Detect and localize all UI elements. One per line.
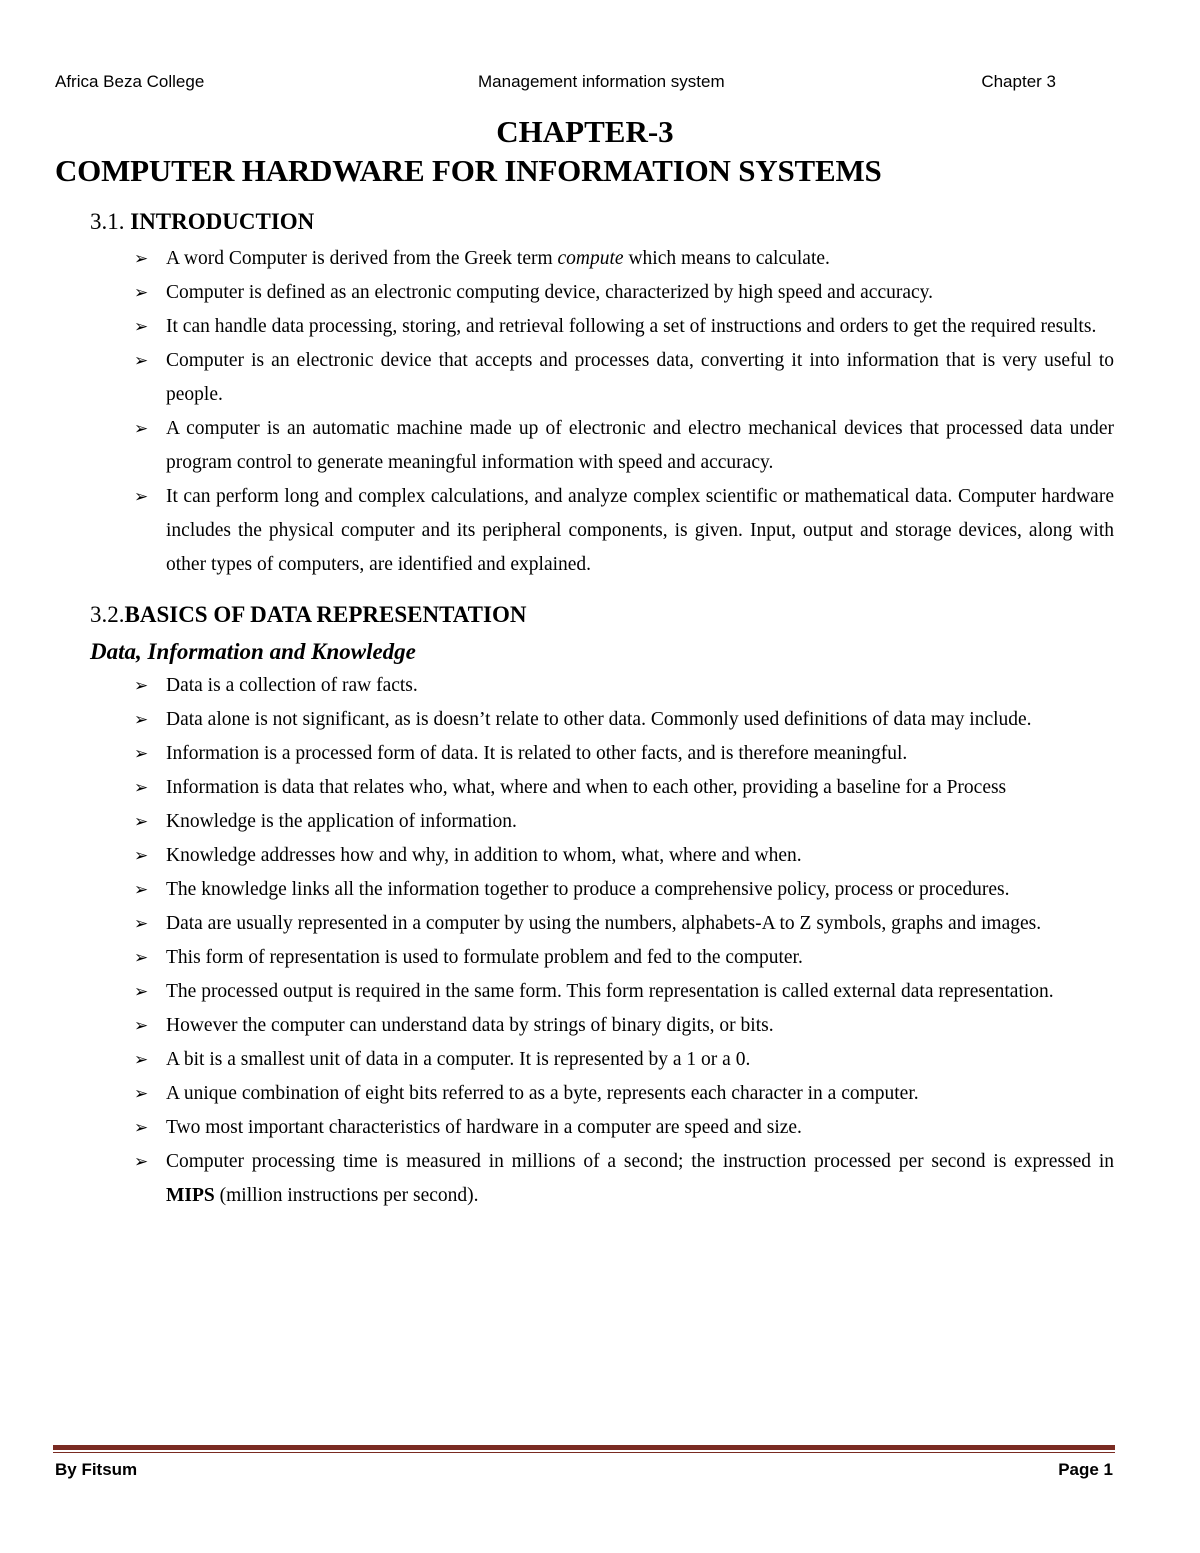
list-item-text: Computer is defined as an electronic computing device, characterized by high speed and accuracy.: [166, 282, 934, 303]
arrow-bullet-icon: ➢: [134, 846, 149, 866]
arrow-bullet-icon: ➢: [134, 419, 149, 439]
section-heading-data-representation: [90, 597, 1114, 633]
list-item: [90, 669, 1114, 703]
data-representation-list: [90, 669, 1114, 1213]
list-item: [90, 344, 1114, 412]
list-item: [90, 839, 1114, 873]
arrow-bullet-icon: ➢: [134, 249, 149, 269]
footer-author: By Fitsum: [55, 1460, 138, 1479]
list-item: [90, 805, 1114, 839]
list-item: [90, 480, 1114, 582]
list-item-text: This form of representation is used to formulate problem and fed to the computer.: [166, 947, 803, 968]
header-chapter: Chapter 3: [981, 72, 1056, 91]
list-item-text: Data alone is not significant, as is doesn’t relate to other data. Commonly used definitions of data may include.: [166, 709, 1032, 730]
list-item-emphasis: compute: [557, 248, 624, 269]
arrow-bullet-icon: ➢: [134, 710, 149, 730]
list-item-text: Information is data that relates who, what, where and when to each other, providing a baseline for a Process: [166, 777, 1007, 798]
list-item-text: Information is a processed form of data. It is related to other facts, and is therefore meaningful.: [166, 743, 908, 764]
chapter-title: COMPUTER HARDWARE FOR INFORMATION SYSTEMS: [55, 153, 882, 188]
page-header: [55, 72, 1056, 96]
title-block: [55, 113, 1115, 191]
list-item: [90, 412, 1114, 480]
page-footer: [55, 1460, 1113, 1486]
introduction-list: [90, 242, 1114, 582]
arrow-bullet-icon: ➢: [134, 948, 149, 968]
list-item-text: Two most important characteristics of hardware in a computer are speed and size.: [166, 1117, 802, 1138]
list-item-text-before: A word Computer is derived from the Greek term: [166, 248, 558, 269]
list-item: [90, 1145, 1114, 1213]
section-title: BASICS OF DATA REPRESENTATION: [124, 602, 527, 627]
arrow-bullet-icon: ➢: [134, 676, 149, 696]
list-item: [90, 975, 1114, 1009]
arrow-bullet-icon: ➢: [134, 317, 149, 337]
list-item: [90, 1009, 1114, 1043]
list-item: [90, 703, 1114, 737]
arrow-bullet-icon: ➢: [134, 1084, 149, 1104]
list-item: [90, 242, 1114, 276]
section-heading-introduction: [90, 204, 1114, 240]
document-body: [90, 204, 1114, 1213]
list-item-text-before: Computer processing time is measured in millions of a second; the instruction processed per second is expressed in: [166, 1151, 1114, 1172]
arrow-bullet-icon: ➢: [134, 1016, 149, 1036]
section-number: 3.1.: [90, 209, 125, 234]
list-item-text-after: which means to calculate.: [623, 248, 830, 269]
list-item: [90, 873, 1114, 907]
list-item: [90, 907, 1114, 941]
list-item: [90, 737, 1114, 771]
list-item-text: Computer is an electronic device that accepts and processes data, converting it into information that is very useful to people.: [166, 350, 1114, 405]
subsection-heading: Data, Information and Knowledge: [90, 639, 416, 664]
chapter-number: CHAPTER-3: [496, 114, 674, 149]
page-number: Page 1: [1058, 1460, 1113, 1479]
list-item: [90, 310, 1114, 344]
header-course: Management information system: [478, 72, 725, 91]
header-college: Africa Beza College: [55, 72, 205, 91]
list-item-text: Knowledge addresses how and why, in addition to whom, what, where and when.: [166, 845, 802, 866]
list-item-text: However the computer can understand data by strings of binary digits, or bits.: [166, 1015, 774, 1036]
list-item-emphasis: MIPS: [166, 1185, 215, 1206]
list-item-text: A computer is an automatic machine made up of electronic and electro mechanical devices that processed data under program control to generate meaningful information with speed and accuracy.: [166, 418, 1114, 473]
arrow-bullet-icon: ➢: [134, 880, 149, 900]
arrow-bullet-icon: ➢: [134, 1050, 149, 1070]
list-item-text: Knowledge is the application of information.: [166, 811, 517, 832]
list-item: [90, 771, 1114, 805]
list-item-text: A bit is a smallest unit of data in a computer. It is represented by a 1 or a 0.: [166, 1049, 751, 1070]
list-item-text: A unique combination of eight bits referred to as a byte, represents each character in a computer.: [166, 1083, 919, 1104]
arrow-bullet-icon: ➢: [134, 778, 149, 798]
list-item: [90, 941, 1114, 975]
arrow-bullet-icon: ➢: [134, 914, 149, 934]
list-item: [90, 1077, 1114, 1111]
list-item-text: It can perform long and complex calculations, and analyze complex scientific or mathematical data. Computer hardware includes the physical computer and its peripheral components, is given. Input, output and storage devices, along with other types of computers, are identified and explained.: [166, 486, 1114, 575]
list-item-text: The knowledge links all the information together to produce a comprehensive policy, process or procedures.: [166, 879, 1010, 900]
footer-divider: [53, 1445, 1115, 1450]
list-item: [90, 1111, 1114, 1145]
arrow-bullet-icon: ➢: [134, 1152, 149, 1172]
list-item-text: Data is a collection of raw facts.: [166, 675, 418, 696]
arrow-bullet-icon: ➢: [134, 744, 149, 764]
list-item: [90, 276, 1114, 310]
arrow-bullet-icon: ➢: [134, 812, 149, 832]
arrow-bullet-icon: ➢: [134, 487, 149, 507]
arrow-bullet-icon: ➢: [134, 351, 149, 371]
footer-divider-thin: [53, 1452, 1115, 1453]
arrow-bullet-icon: ➢: [134, 982, 149, 1002]
list-item-text: Data are usually represented in a computer by using the numbers, alphabets-A to Z symbols, graphs and images.: [166, 913, 1042, 934]
arrow-bullet-icon: ➢: [134, 1118, 149, 1138]
arrow-bullet-icon: ➢: [134, 283, 149, 303]
section-number: 3.2.: [90, 602, 125, 627]
list-item: [90, 1043, 1114, 1077]
list-item-text-after: (million instructions per second).: [214, 1185, 479, 1206]
list-item-text: The processed output is required in the same form. This form representation is called external data representation.: [166, 981, 1054, 1002]
list-item-text: It can handle data processing, storing, and retrieval following a set of instructions and orders to get the required results.: [166, 316, 1097, 337]
section-title: INTRODUCTION: [130, 209, 315, 234]
